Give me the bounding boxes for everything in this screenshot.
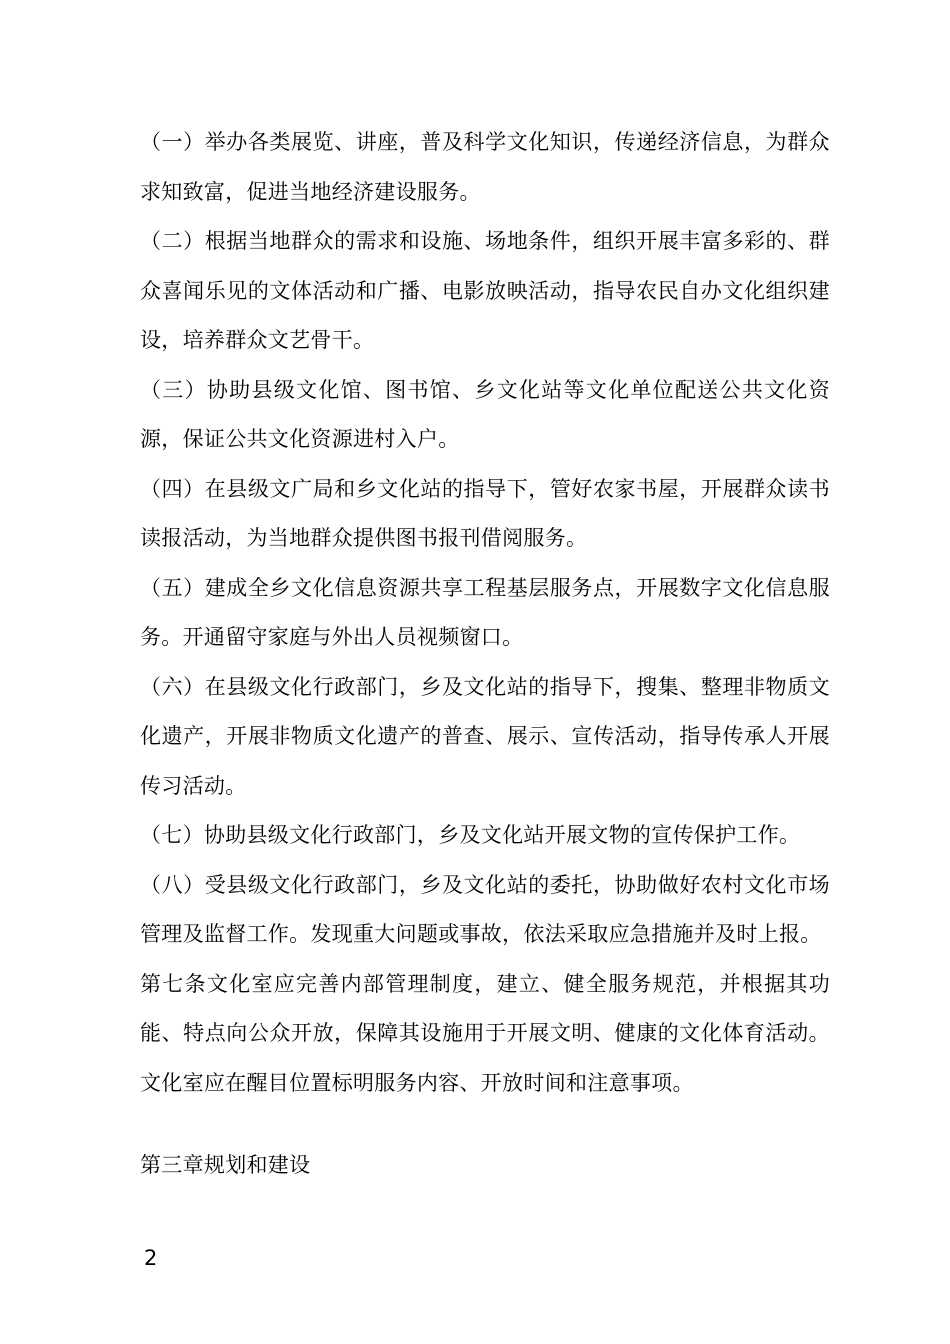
paragraph-item-5: （五）建成全乡文化信息资源共享工程基层服务点，开展数字文化信息服务。开通留守家庭与外出人员视频窗口。: [140, 575, 830, 649]
paragraph-item-1: （一）举办各类展览、讲座，普及科学文化知识，传递经济信息，为群众求知致富，促进当地经济建设服务。: [140, 130, 830, 204]
document-body: [140, 118, 830, 1108]
paragraph-article-7: 第七条文化室应完善内部管理制度，建立、健全服务规范，并根据其功能、特点向公众开放，保障其设施用于开展文明、健康的文化体育活动。文化室应在醒目位置标明服务内容、开放时间和注意事项。: [140, 971, 830, 1095]
paragraph-item-3: （三）协助县级文化馆、图书馆、乡文化站等文化单位配送公共文化资源，保证公共文化资源进村入户。: [140, 377, 830, 451]
paragraph-item-6: （六）在县级文化行政部门，乡及文化站的指导下，搜集、整理非物质文化遗产，开展非物质文化遗产的普查、展示、宣传活动，指导传承人开展传习活动。: [140, 674, 830, 798]
chapter-heading: 第三章规划和建设: [140, 1153, 311, 1177]
paragraph-item-4: （四）在县级文广局和乡文化站的指导下，管好农家书屋，开展群众读书读报活动，为当地群众提供图书报刊借阅服务。: [140, 476, 830, 550]
paragraph-item-8: （八）受县级文化行政部门，乡及文化站的委托，协助做好农村文化市场管理及监督工作。发现重大问题或事故，依法采取应急措施并及时上报。: [140, 872, 830, 946]
page-number: 2: [144, 1246, 158, 1270]
paragraph-item-2: （二）根据当地群众的需求和设施、场地条件，组织开展丰富多彩的、群众喜闻乐见的文体活动和广播、电影放映活动，指导农民自办文化组织建设，培养群众文艺骨干。: [140, 229, 830, 352]
paragraph-item-7: （七）协助县级文化行政部门，乡及文化站开展文物的宣传保护工作。: [140, 823, 801, 847]
